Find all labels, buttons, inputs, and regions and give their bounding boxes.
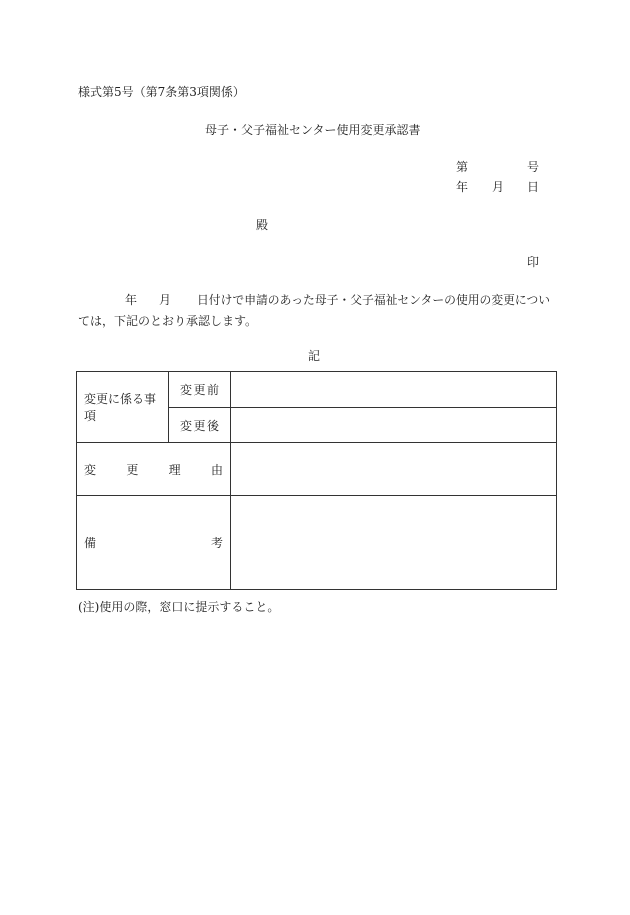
body-line1: 日付けで申請のあった母子・父子福祉センターの使用の変更につい xyxy=(197,293,551,307)
body-year: 年 xyxy=(125,293,138,307)
ki-heading: 記 xyxy=(308,349,321,363)
seal-mark: 印 xyxy=(527,255,540,269)
number-prefix: 第 xyxy=(456,160,469,174)
before-value-cell[interactable] xyxy=(231,372,557,408)
table-row xyxy=(77,443,557,496)
reason-label: 変 更 理 由 xyxy=(77,443,231,496)
document-title: 母子・父子福祉センター使用変更承認書 xyxy=(205,123,421,137)
body-month: 月 xyxy=(159,293,172,307)
remarks-label: 備 考 xyxy=(77,496,231,590)
table-row xyxy=(77,496,557,590)
after-value-cell[interactable] xyxy=(231,408,557,443)
remarks-value-cell[interactable] xyxy=(231,496,557,590)
body-line2: ては，下記のとおり承認します。 xyxy=(78,314,258,328)
change-table xyxy=(76,371,557,590)
addressee-suffix: 殿 xyxy=(256,218,269,232)
before-label: 変 更 前 xyxy=(169,372,231,408)
change-items-label: 変更に係る事項 xyxy=(77,372,169,443)
reason-value-cell[interactable] xyxy=(231,443,557,496)
form-number: 様式第5号（第7条第3項関係） xyxy=(78,85,245,99)
number-suffix: 号 xyxy=(527,160,540,174)
date-day: 日 xyxy=(527,180,540,194)
footnote: (注)使用の際，窓口に提示すること。 xyxy=(78,600,280,614)
after-label: 変 更 後 xyxy=(169,408,231,443)
date-year: 年 xyxy=(456,180,469,194)
table-row xyxy=(77,372,557,408)
date-month: 月 xyxy=(492,180,505,194)
